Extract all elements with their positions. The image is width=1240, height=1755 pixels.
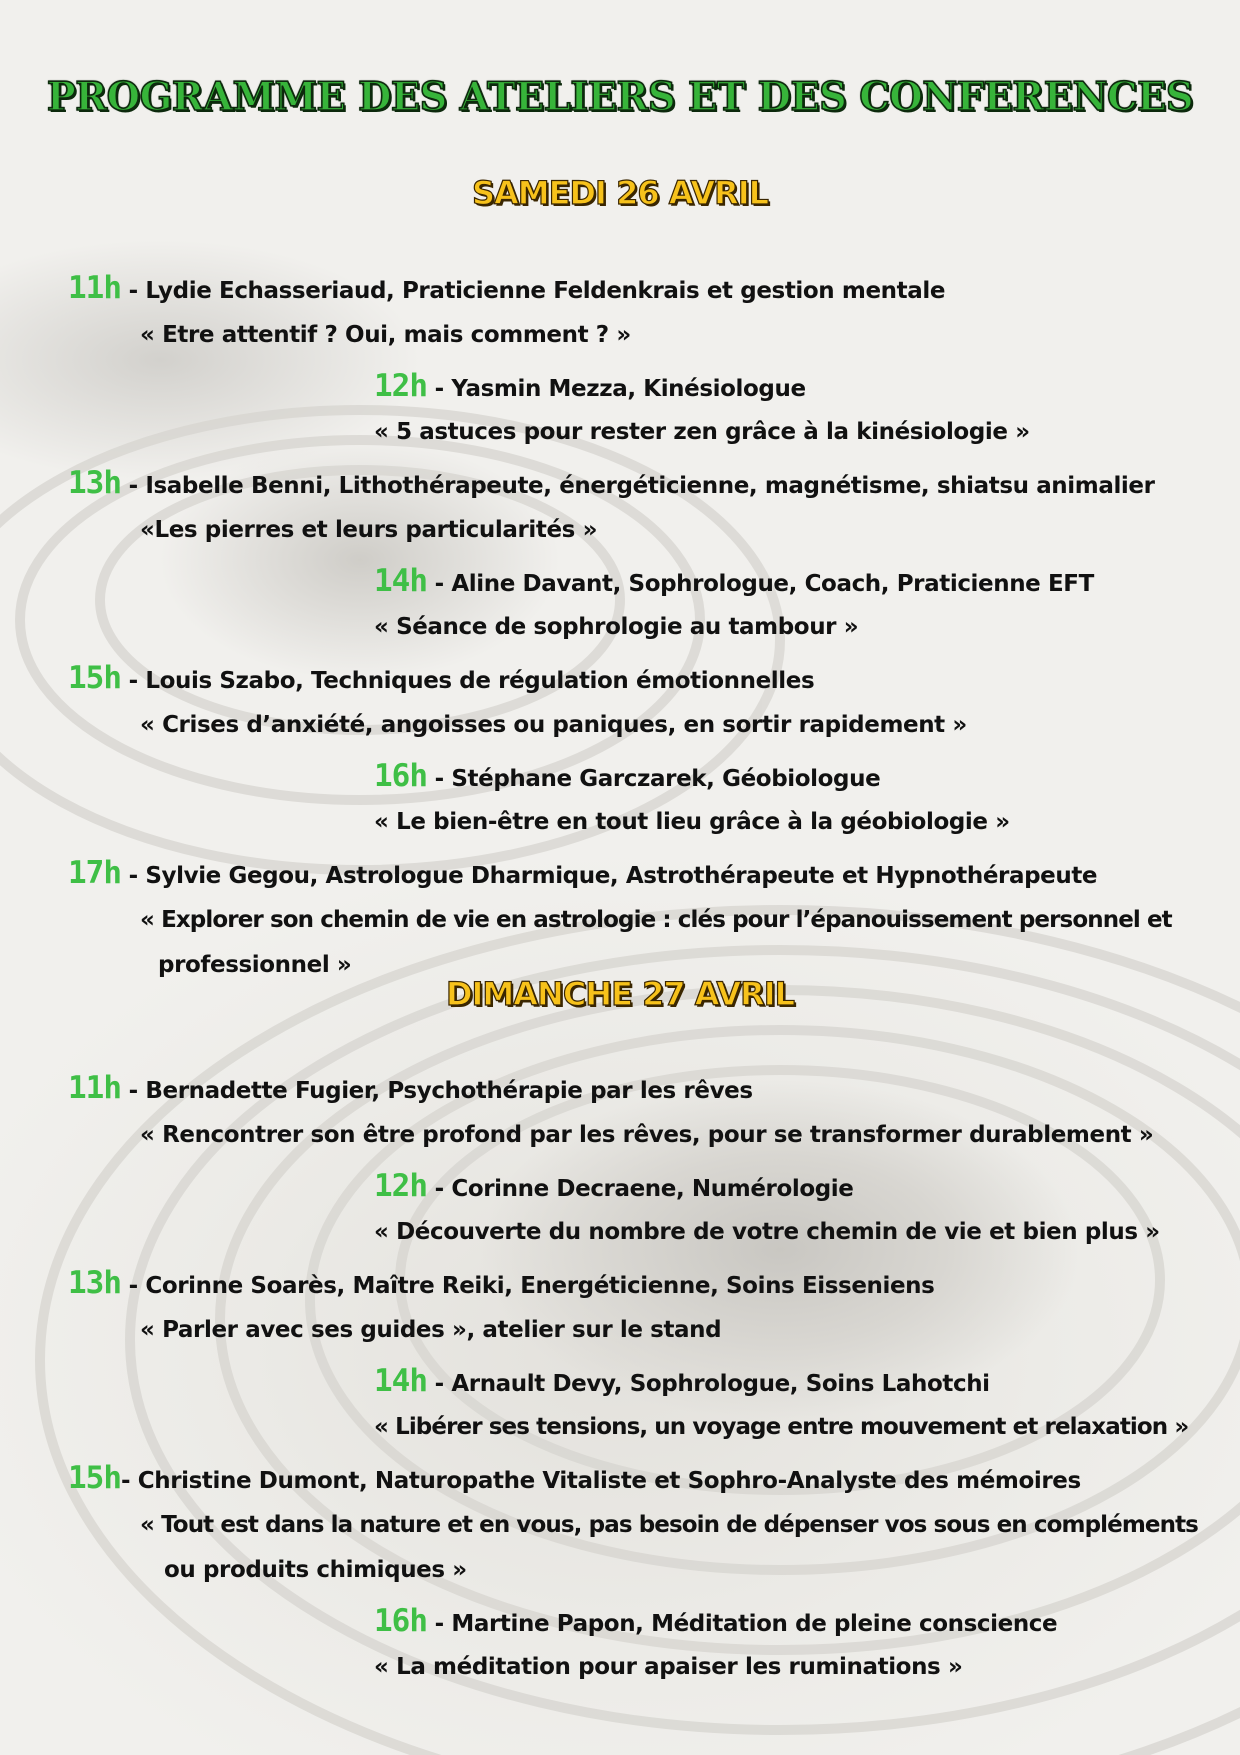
session-speaker-line (374, 758, 880, 794)
session-speaker: - Yasmin Mezza, Kinésiologue (427, 376, 806, 402)
session-speaker: - Arnault Devy, Sophrologue, Soins Lahotchi (427, 1371, 990, 1397)
session-talk: « Etre attentif ? Oui, mais comment ? » (140, 322, 631, 348)
session-speaker-line (68, 855, 1097, 891)
session-speaker-line (68, 270, 945, 306)
session-speaker-line (374, 1168, 854, 1204)
session-talk: « Crises d’anxiété, angoisses ou paniques, en sortir rapidement » (140, 712, 967, 738)
session-speaker-line (374, 1363, 990, 1399)
session-talk: « Le bien-être en tout lieu grâce à la géobiologie » (374, 809, 1010, 835)
session-speaker: - Corinne Decraene, Numérologie (427, 1176, 854, 1202)
session-speaker: - Corinne Soarès, Maître Reiki, Energéticienne, Soins Eisseniens (121, 1273, 935, 1299)
session-hour: 17h (68, 855, 121, 891)
session-hour: 11h (68, 1070, 121, 1106)
session-talk: « Découverte du nombre de votre chemin de vie et bien plus » (374, 1219, 1160, 1245)
session-talk: « Libérer ses tensions, un voyage entre mouvement et relaxation » (374, 1414, 1189, 1440)
session-speaker: - Stéphane Garczarek, Géobiologue (427, 766, 881, 792)
session-speaker-line (68, 465, 1155, 501)
session-speaker: - Christine Dumont, Naturopathe Vitaliste et Sophro-Analyste des mémoires (121, 1468, 1081, 1494)
session-talk: « Parler avec ses guides », atelier sur le stand (140, 1317, 722, 1343)
session-hour: 16h (374, 1603, 427, 1639)
session-hour: 15h (68, 660, 121, 696)
session-speaker: - Isabelle Benni, Lithothérapeute, énergéticienne, magnétisme, shiatsu animalier (121, 473, 1155, 499)
page-title: PROGRAMME DES ATELIERS ET DES CONFERENCES (46, 74, 1194, 120)
session-speaker: - Lydie Echasseriaud, Praticienne Feldenkrais et gestion mentale (121, 278, 946, 304)
session-speaker-line (374, 1603, 1057, 1639)
session-hour: 14h (374, 563, 427, 599)
session-speaker: - Bernadette Fugier, Psychothérapie par les rêves (121, 1078, 753, 1104)
session-speaker-line (68, 1070, 753, 1106)
session-speaker-line (68, 1265, 934, 1301)
session-speaker: - Sylvie Gegou, Astrologue Dharmique, Astrothérapeute et Hypnothérapeute (121, 863, 1098, 889)
session-talk: « Séance de sophrologie au tambour » (374, 614, 859, 640)
session-hour: 13h (68, 465, 121, 501)
session-talk: «Les pierres et leurs particularités » (140, 517, 598, 543)
session-talk: « 5 astuces pour rester zen grâce à la kinésiologie » (374, 419, 1030, 445)
day-heading-saturday: SAMEDI 26 AVRIL (471, 174, 769, 212)
session-talk: « Explorer son chemin de vie en astrologie : clés pour l’épanouissement personnel et (140, 907, 1172, 933)
session-speaker-line (68, 1460, 1081, 1496)
session-speaker: - Martine Papon, Méditation de pleine conscience (427, 1611, 1058, 1637)
session-hour: 15h (68, 1460, 121, 1496)
session-talk: « Rencontrer son être profond par les rêves, pour se transformer durablement » (140, 1122, 1154, 1148)
session-hour: 13h (68, 1265, 121, 1301)
session-speaker: - Aline Davant, Sophrologue, Coach, Praticienne EFT (427, 571, 1094, 597)
day-heading-sunday: DIMANCHE 27 AVRIL (445, 975, 795, 1013)
session-hour: 16h (374, 758, 427, 794)
session-speaker-line (374, 368, 806, 404)
session-speaker: - Louis Szabo, Techniques de régulation émotionnelles (121, 668, 815, 694)
session-hour: 12h (374, 368, 427, 404)
session-hour: 11h (68, 270, 121, 306)
session-speaker-line (68, 660, 814, 696)
session-hour: 12h (374, 1168, 427, 1204)
session-talk: « La méditation pour apaiser les ruminations » (374, 1654, 963, 1680)
session-speaker-line (374, 563, 1094, 599)
session-hour: 14h (374, 1363, 427, 1399)
session-talk-continued: ou produits chimiques » (164, 1557, 467, 1583)
session-talk-continued: professionnel » (158, 952, 352, 978)
session-talk: « Tout est dans la nature et en vous, pas besoin de dépenser vos sous en compléments (140, 1512, 1198, 1538)
